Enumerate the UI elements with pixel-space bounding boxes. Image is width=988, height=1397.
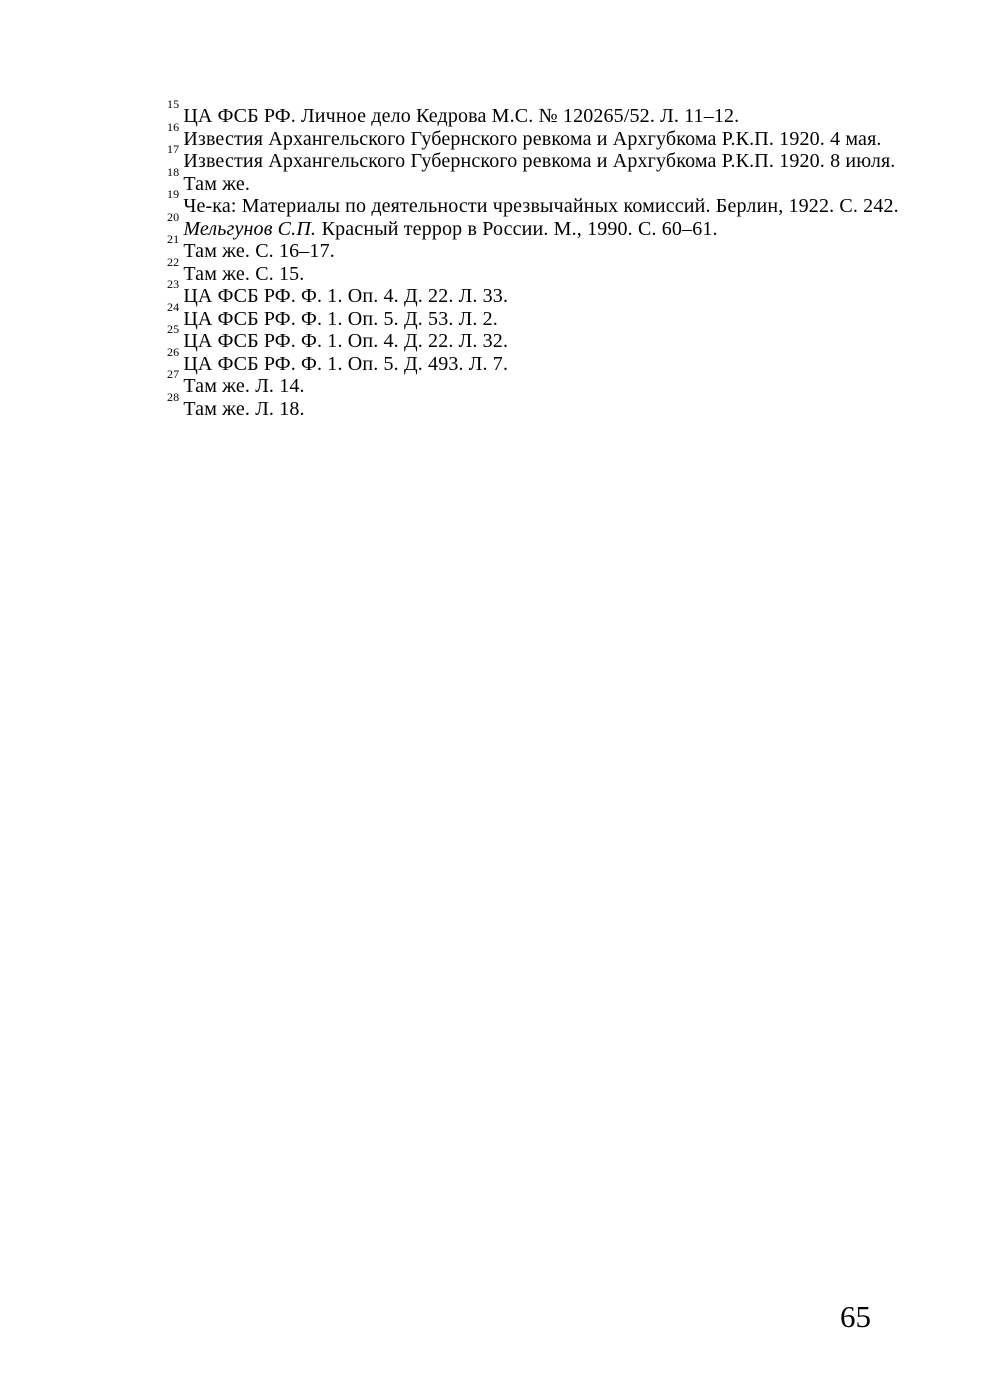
footnote-text: ЦА ФСБ РФ. Личное дело Кедрова М.С. № 120265/52. Л. 11–12. (183, 105, 740, 127)
footnote-item-25 (167, 322, 887, 353)
footnote-number: 17 (167, 142, 180, 157)
footnote-text: Там же. С. 16–17. (183, 240, 335, 262)
page-number: 65 (840, 1299, 871, 1334)
footnote-item-27 (167, 367, 887, 398)
footnote-item-26 (167, 344, 887, 376)
footnote-item-24 (167, 299, 887, 331)
footnote-number: 19 (167, 187, 180, 202)
footnote-item-21 (167, 232, 887, 263)
footnote-number: 23 (167, 277, 180, 292)
footnote-number: 15 (167, 97, 180, 112)
footnote-item-15 (167, 97, 887, 128)
footnote-text: ЦА ФСБ РФ. Ф. 1. Оп. 5. Д. 53. Л. 2. (183, 307, 498, 330)
footnote-text: Там же. С. 15. (183, 262, 305, 285)
footnote-author-italic: Мельгунов С.П. (183, 217, 317, 240)
footnote-item-20 (167, 209, 887, 241)
footnote-text: ЦА ФСБ РФ. Ф. 1. Оп. 4. Д. 22. Л. 32. (183, 330, 509, 352)
footnote-number: 25 (167, 322, 180, 337)
footnote-text: Там же. Л. 18. (183, 397, 305, 420)
footnote-number: 16 (167, 119, 180, 134)
footnote-number: 24 (167, 299, 180, 314)
footnotes-block (167, 97, 899, 420)
footnote-number: 27 (167, 367, 180, 382)
footnote-item-22 (167, 254, 887, 286)
footnote-item-18 (167, 164, 887, 196)
footnote-number: 21 (167, 232, 180, 247)
footnote-text: Там же. (183, 172, 251, 195)
footnote-number: 28 (167, 389, 180, 404)
footnote-number: 20 (167, 209, 180, 224)
footnote-number: 18 (167, 164, 180, 179)
footnote-item-19 (167, 187, 899, 218)
footnote-text: ЦА ФСБ РФ. Ф. 1. Оп. 4. Д. 22. Л. 33. (183, 285, 509, 307)
footnote-text: Известия Архангельского Губернского ревкома и Архгубкома Р.К.П. 1920. 4 мая. (183, 127, 882, 150)
footnote-item-28 (167, 389, 887, 421)
footnote-item-17 (167, 142, 896, 173)
footnote-item-16 (167, 119, 887, 151)
footnote-number: 22 (167, 254, 180, 269)
footnote-text: ЦА ФСБ РФ. Ф. 1. Оп. 5. Д. 493. Л. 7. (183, 352, 509, 375)
footnote-text: Известия Архангельского Губернского ревкома и Архгубкома Р.К.П. 1920. 8 июля. (183, 150, 896, 172)
footnote-text: Там же. Л. 14. (183, 375, 305, 397)
footnote-text: Красный террор в России. М., 1990. С. 60–61. (321, 217, 718, 240)
footnote-number: 26 (167, 344, 180, 359)
footnote-item-23 (167, 277, 887, 308)
footnote-text: Че-ка: Материалы по деятельности чрезвычайных комиссий. Берлин, 1922. С. 242. (183, 195, 899, 217)
